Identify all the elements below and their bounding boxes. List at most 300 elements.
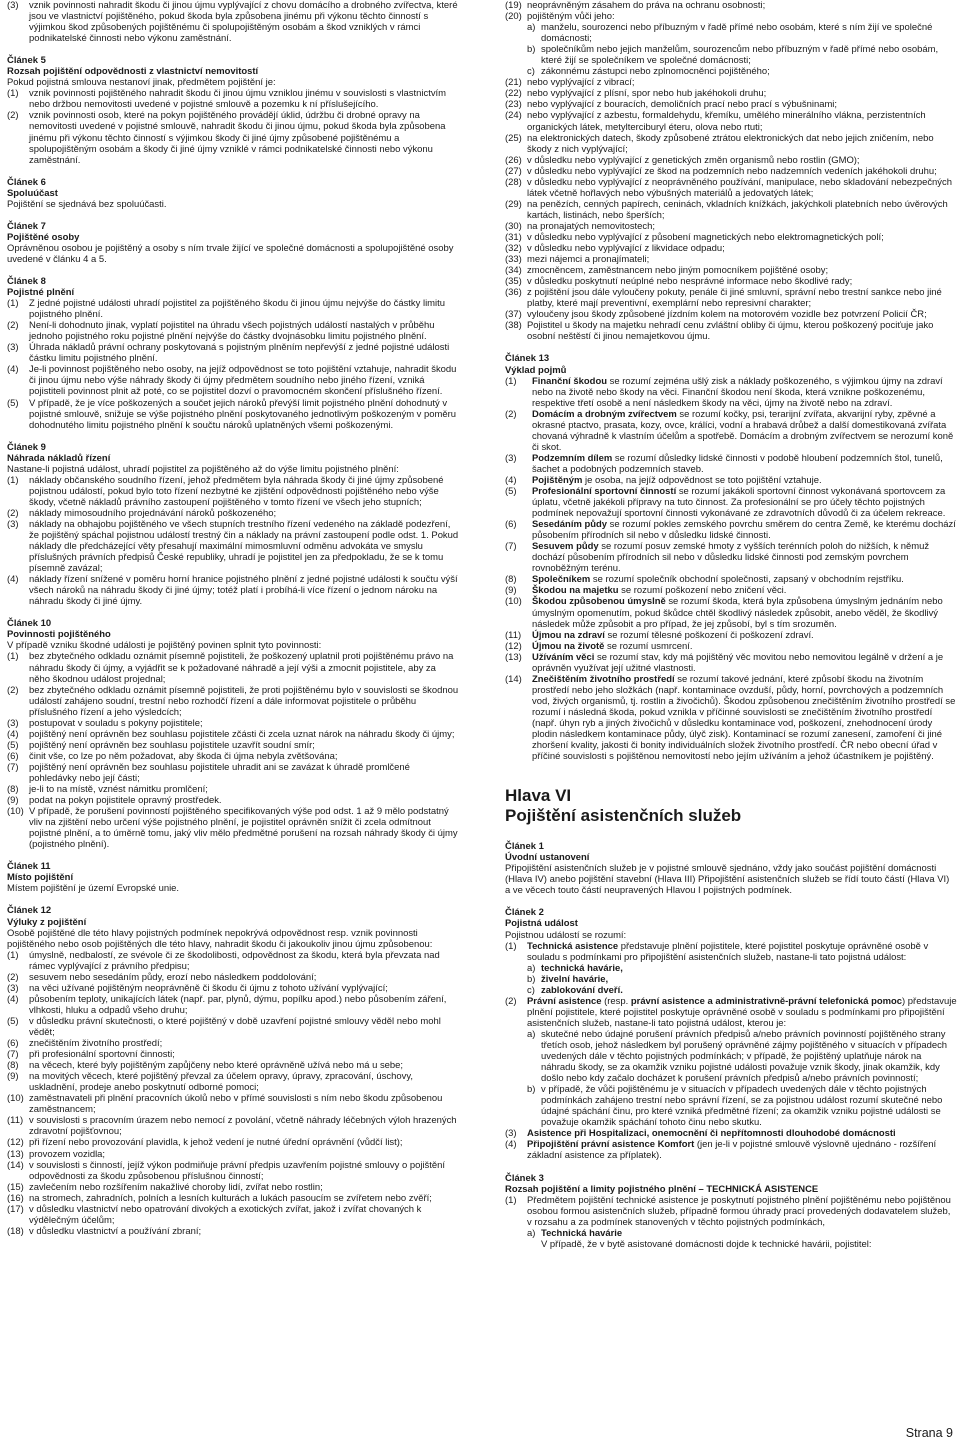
article-subtitle: Úvodní ustanovení xyxy=(505,852,590,864)
item-text xyxy=(532,475,957,486)
item-term: Škodou na majetku xyxy=(532,585,619,597)
item-number: (10) xyxy=(7,1093,24,1105)
item-term: Újmou na životě xyxy=(532,640,605,652)
item-number: (31) xyxy=(505,231,522,243)
item-text: pojištěným vůči jeho: xyxy=(527,11,615,23)
sub-text: manželu, sourozenci nebo příbuzným v řadě přímé nebo osobám, které s ním žijí ve společné domácnosti; xyxy=(541,22,933,45)
item-number: (14) xyxy=(505,673,522,685)
item-text xyxy=(532,585,957,596)
item-text: podat na pokyn pojistitele opravný prostředek. xyxy=(29,795,222,807)
list-item xyxy=(7,950,459,972)
list-item: (3) Asistence při Hospitalizaci, onemocnění či nepřítomnosti dlouhodobé domácnosti xyxy=(505,1128,896,1140)
item-text: v důsledku vlastnictví a používání zbraní; xyxy=(29,1225,202,1237)
item-number: (5) xyxy=(7,739,19,751)
list-item xyxy=(7,364,459,397)
item-number: (13) xyxy=(7,1148,24,1160)
item-number: (4) xyxy=(7,728,19,740)
sub-letter: a) xyxy=(527,1028,536,1040)
list-item xyxy=(7,1204,459,1226)
item-text: působením teploty, unikajících látek (např. par, plynů, dýmu, popílku apod.) nebo působením záření, vlhkosti, hluku a odpadů všeho druhu; xyxy=(29,993,447,1016)
item-number: (5) xyxy=(7,1015,19,1027)
item-number: (2) xyxy=(7,110,19,122)
item-text xyxy=(532,652,957,674)
item-term: Podzemním dílem xyxy=(532,452,613,464)
item-number: (19) xyxy=(505,0,522,11)
list-item xyxy=(7,1093,459,1115)
list-item xyxy=(505,630,957,641)
list-item xyxy=(7,795,459,806)
sub-item xyxy=(505,44,957,66)
list-item xyxy=(7,685,459,718)
sub-item xyxy=(505,1029,957,1084)
item-number: (7) xyxy=(7,1049,19,1061)
item-number: (26) xyxy=(505,154,522,166)
item-number: (7) xyxy=(505,541,517,553)
list-item xyxy=(7,1193,459,1204)
item-number: (8) xyxy=(7,784,19,796)
item-text: na věcech, které byly pojištěným zapůjčeny nebo které oprávněně užívá nebo má u sebe; xyxy=(29,1060,404,1072)
article-list xyxy=(7,88,459,165)
item-number: (2) xyxy=(505,408,517,420)
item-term: Újmou na zdraví xyxy=(532,629,605,641)
sub-text: společníkům nebo jejich manželům, sourozencům nebo příbuzným v řadě přímé nebo osobám, které žijí se společníkem ve společné domácnosti; xyxy=(541,44,939,67)
list-item xyxy=(505,276,957,287)
item-number: (8) xyxy=(505,574,517,586)
sub-letter: c) xyxy=(527,984,535,996)
item-number: (28) xyxy=(505,176,522,188)
item-text: v důsledku vlastnictví nebo opatrování divokých a exotických zvířat, jakož i zvířat chovaných k výdělečným účelům; xyxy=(29,1203,422,1226)
item-number: (33) xyxy=(505,254,522,266)
sub-item xyxy=(505,985,957,996)
item-number: (3) xyxy=(7,518,19,530)
item-text: pojištěný není oprávněn bez souhlasu pojistitele uzavřít soudní smír; xyxy=(29,739,315,751)
list-item xyxy=(505,99,957,110)
list-item xyxy=(7,1149,459,1160)
page-number: Strana 9 xyxy=(905,1426,953,1440)
sub-letter: a) xyxy=(527,22,536,34)
list-item xyxy=(7,806,459,850)
item-text xyxy=(532,409,957,453)
list-item xyxy=(505,199,957,221)
item-text: sesuvem nebo sesedáním půdy, erozí nebo následkem poddolování; xyxy=(29,971,317,983)
article-subtitle: Náhrada nákladů řízení xyxy=(7,452,111,464)
list-item xyxy=(7,972,459,983)
list-item xyxy=(7,298,459,320)
item-text: zavlečením nebo rozšířením nakažlivé choroby lidí, zvířat nebo rostlin; xyxy=(29,1181,323,1193)
list-item xyxy=(505,519,957,541)
list-item xyxy=(505,486,957,519)
item-number: (2) xyxy=(7,320,19,332)
article-subtitle: Pojistná událost xyxy=(505,918,578,930)
item-number: (6) xyxy=(7,750,19,762)
item-number: (34) xyxy=(505,265,522,277)
article-title: Článek 9 xyxy=(7,441,46,453)
item-description: se rozumí škoda, která byla způsobena úmyslným jednáním nebo úmyslným opomenutím, pokud škůdce chtěl škodlivý následek způsobit, anebo věděl, že škodlivý následek může způsobit a pro případ, že jej způsobí, byl s tím srozuměn. xyxy=(532,596,943,630)
article-title: Článek 12 xyxy=(7,905,52,917)
item-number: (2) xyxy=(7,507,19,519)
item-text: znečištěním životního prostředí; xyxy=(29,1038,163,1050)
item-number: (1) xyxy=(7,298,19,310)
list-item xyxy=(7,994,459,1016)
item-text: je-li to na místě, vznést námitku promlčení; xyxy=(29,784,208,796)
item-term: Sesuvem půdy xyxy=(532,541,599,553)
list-item xyxy=(505,596,957,629)
article-title: Článek 6 xyxy=(7,176,46,188)
item-text: bez zbytečného odkladu oznámit písemně pojistiteli, že poškozený uplatnil proti pojištěnému právo na náhradu škody či újmy, a vyjádřit se k požadované náhradě a její výši a zmocnit pojistitele, aby za něho škodnou událost projednal; xyxy=(29,651,454,685)
item-number: (29) xyxy=(505,198,522,210)
sub-item xyxy=(505,66,957,77)
item-text: činit vše, co lze po něm požadovat, aby škoda či újma nebyla zvětšována; xyxy=(29,750,338,762)
item-text: úmyslně, nedbalostí, ze svévole či ze škodolibosti, odpovědnost za škodu, která byla převzata nad rámec vyplývající z právního předpisu; xyxy=(29,949,440,972)
sub-letter: b) xyxy=(527,973,536,985)
item-number: (3) xyxy=(7,982,19,994)
item-term: Společníkem xyxy=(532,574,591,586)
item-text: na penězích, cenných papírech, ceninách, vkladních knížkách, jakýchkoli platebních nebo úvěrových kartách, listinách, nebo šperších; xyxy=(527,198,948,221)
list-item xyxy=(505,652,957,674)
list-item xyxy=(505,541,957,574)
list-item xyxy=(505,0,957,11)
item-number: (5) xyxy=(505,486,517,498)
item-term: Škodou způsobenou úmyslně xyxy=(532,596,666,608)
item-text: při profesionální sportovní činnosti; xyxy=(29,1049,175,1061)
item-text xyxy=(532,541,957,574)
article-title: Článek 11 xyxy=(7,861,51,873)
item-text: V případě, že je více poškozených a součet jejich nároků převýší limit pojistného plnění dohodnutý v pojistné smlouvě, snižuje se výše pojistného plnění poskytovaného jednotlivým poškozeným v poměru dohodnutého limitu pojistného plnění k součtu nároků uplatněných všemi poškozenými. xyxy=(29,397,457,431)
item-text: náklady občanského soudního řízení, jehož předmětem byla náhrada škody či jiné újmy způsobené pojistnou událostí, pokud bylo toto řízení nezbytné ke zjištění odpovědnosti pojištěného nebo výše škody, včetně nákladů právního zastoupení pojištěného v tomto řízení ve všech jeho stupních; xyxy=(29,474,444,508)
article-title: Článek 2 xyxy=(505,907,544,919)
item-text: v důsledku poskytnutí neúplné nebo nesprávné informace nebo škodlivé rady; xyxy=(527,276,853,288)
item-text xyxy=(532,574,957,585)
article-subtitle: Pojištěné osoby xyxy=(7,231,80,243)
item-number: (3) xyxy=(7,717,19,729)
section-heading: Hlava VI Pojištění asistenčních služeb xyxy=(505,786,742,826)
list-item xyxy=(505,265,957,276)
item-number: (27) xyxy=(505,165,522,177)
item-description: se rozumí důsledky lidské činnosti v podobě hloubení podzemních štol, tunelů, šachet a podobných podzemních staveb. xyxy=(532,452,943,475)
list-item: (2) Právní asistence (resp. právní asistence a administrativně-právní telefonická pomoc) představuje plnění pojistitele, které pojistitel poskytuje oprávněné osobě v souladu s podmínkami pro připojištění asistenčních služeb, nastane-li tato pojistná událost, kterou je: xyxy=(505,995,957,1029)
item-number: (1) xyxy=(7,88,19,100)
item-text: pojištěný není oprávněn bez souhlasu pojistitele zčásti či zcela uznat nárok na náhradu škody či újmy; xyxy=(29,728,455,740)
item-number: (1) xyxy=(7,949,19,961)
list-item xyxy=(7,762,459,784)
item-number: (11) xyxy=(7,1115,24,1127)
sub-item xyxy=(505,974,957,985)
item-text xyxy=(532,596,957,629)
list-item xyxy=(505,243,957,254)
item-number: (38) xyxy=(505,320,522,332)
item-description: se rozumí usmrcení. xyxy=(604,640,693,652)
item-term: Znečištěním životního prostředí xyxy=(532,673,675,685)
item-text: Úhrada nákladů právní ochrany poskytovaná s pojistným plněním nepřevýší z jedné pojistné události částku limitu pojistného plnění. xyxy=(29,342,450,365)
list-item xyxy=(7,718,459,729)
list-item xyxy=(7,398,459,431)
item-number: (6) xyxy=(505,519,517,531)
item-number: (1) xyxy=(505,375,517,387)
item-text: v důsledku nebo vyplývající z působení magnetických nebo elektromagnetických polí; xyxy=(527,231,884,243)
item-text xyxy=(532,376,957,409)
sub-text: skutečné nebo údajné porušení právních předpisů a/nebo právních povinností pojištěného strany třetích osob, jehož následkem byl porušený oprávněné zájmy pojištěného v situacích v případech uvedených dále v těchto pojistných podmínkách; v případě, že pojištěný uplatňuje nárok na náhradu škody, se za okamžik vzniku pojistné události považuje vznik škody, jinak okamžik, kdy došlo nebo kdy začalo docházet k porušení právních předpisů a/nebo právních povinností; xyxy=(541,1028,948,1085)
item-description: se rozumí stav, kdy má pojištěný věc movitou nebo nemovitou legálně v držení a je oprávněn využívat její užitné vlastnosti. xyxy=(532,651,944,674)
item-number: (1) xyxy=(7,651,19,663)
article-subtitle: Pojistné plnění xyxy=(7,287,75,299)
list-item xyxy=(7,1182,459,1193)
list-item xyxy=(7,342,459,364)
item-text: v důsledku právní skutečnosti, o které pojištěný v době uzavření pojistné smlouvy věděl nebo mohl vědět; xyxy=(29,1015,441,1038)
list-item xyxy=(7,1049,459,1060)
article-subtitle: Rozsah pojištění a limity pojistného plnění – TECHNICKÁ ASISTENCE xyxy=(505,1183,819,1195)
definitions-list xyxy=(505,376,957,763)
item-number: (2) xyxy=(7,971,19,983)
item-number: (35) xyxy=(505,276,522,288)
list-item xyxy=(505,674,957,762)
list-item xyxy=(505,320,957,342)
item-text: v důsledku nebo vyplývající z neoprávněného používání, manipulace, nebo skladování nebezpečných látek včetně hořlavých nebo výbušných materiálů a jedovatých látek; xyxy=(527,176,952,199)
article-title: Článek 10 xyxy=(7,618,52,630)
item-number: (13) xyxy=(505,651,522,663)
list-item xyxy=(505,166,957,177)
item-text: vznik povinnosti osob, které na pokyn pojištěného provádějí úklid, údržbu či drobné opravy na nemovitosti uvedené v pojistné smlouvě, nahradit škodu či jinou újmu, pokud škoda byla způsobena jinému při výkonu těchto činností s výjimkou škody či jiné újmy způsobené pojištěnému a spolupojištěným osobám a škody či jiné újmy vzniklé v rámci podnikatelské činnosti nebo výkonu zaměstnání. xyxy=(29,110,446,166)
sub-text: zablokování dveří. xyxy=(541,984,623,996)
item-term: Sesedáním půdy xyxy=(532,519,607,531)
list-item xyxy=(505,155,957,166)
article-title: Článek 3 xyxy=(505,1172,544,1184)
item-term: Profesionální sportovní činností xyxy=(532,486,677,498)
item-number: (23) xyxy=(505,99,522,111)
item-number: (12) xyxy=(7,1137,24,1149)
item-text: Není-li dohodnuto jinak, vyplatí pojistitel na úhradu všech pojistných událostí nastalých v průběhu jednoho pojistného roku pojistné plnění nejvýše do částky dvojnásobku limitu pojistného plnění. xyxy=(29,320,435,343)
item-number: (2) xyxy=(7,684,19,696)
list-item xyxy=(505,475,957,486)
list-item xyxy=(7,740,459,751)
item-term: Pojištěným xyxy=(532,474,583,486)
list-item xyxy=(505,221,957,232)
item-number: (3) xyxy=(505,452,517,464)
item-number: (6) xyxy=(7,1038,19,1050)
item-text xyxy=(532,453,957,475)
article-title: Článek 13 xyxy=(505,353,550,365)
list-item xyxy=(7,983,459,994)
item-number: (4) xyxy=(7,574,19,586)
item-text: z pojištění jsou dále vyloučeny pokuty, penále či jiné smluvní, správní nebo trestní sankce nebo jiné platby, které mají preventivní, exemplární nebo represivní charakter; xyxy=(527,287,942,310)
item-number: (4) xyxy=(505,474,517,486)
list-item xyxy=(505,585,957,596)
item-text: neoprávněným zásahem do práva na ochranu osobnosti; xyxy=(527,0,766,11)
list-item: (1) Technická asistence představuje plnění pojistitele, které pojistitel poskytuje oprávněné osobě v souladu s podmínkami pro připojištění asistenčních služeb, nastane-li tato pojistná událost: xyxy=(505,940,929,963)
list-item xyxy=(7,110,459,165)
item-text: pojištěný není oprávněn bez souhlasu pojistitele uhradit ani se zavázat k úhradě promlčené pohledávky nebo její části; xyxy=(29,761,410,784)
item-description: se rozumí společník obchodní společnosti, zapsaný v obchodním rejstříku. xyxy=(590,574,904,586)
item-text: náklady na obhajobu pojištěného ve všech stupních trestního řízení vedeného na základě podezření, že pojištěný spáchal pojistnou událostí trestný čin a náklady na právní zastoupení podle odst. 1. Pokud náklady dle předcházející věty přesahují maximální mimosmluvní odměnu advokáta ve smyslu příslušných právních předpisů České republiky, uhradí je pojistitel jen za předpokladu, že se k tomu písemně zavázal; xyxy=(29,518,459,575)
item-number: (30) xyxy=(505,220,522,232)
sub-list xyxy=(505,963,957,996)
item-number: (3) xyxy=(7,342,19,354)
list-item xyxy=(505,376,957,409)
item-number: (9) xyxy=(505,585,517,597)
item-number: (20) xyxy=(505,11,522,23)
article-title: Článek 8 xyxy=(7,275,46,287)
item-number: (7) xyxy=(7,761,19,773)
item-text: v důsledku nebo vyplývající ze škod na podzemních nebo nadzemních vedeních jakéhokoli druhu; xyxy=(527,165,937,177)
item-number: (8) xyxy=(7,1060,19,1072)
item-text: nebo vyplývající z bouracích, demoličních prací nebo prací s výbušninami; xyxy=(527,99,838,111)
item-number: (9) xyxy=(7,795,19,807)
item-text: provozem vozidla; xyxy=(29,1148,106,1160)
list-item xyxy=(505,133,957,155)
item-text: v souvislosti s pracovním úrazem nebo nemocí z povolání, včetně náhrady léčebných výloh hrazených zdravotní pojišťovnou; xyxy=(29,1115,457,1138)
item-text: v souvislosti s činností, jejíž výkon podmiňuje právní předpis uzavřením pojistné smlouvy o pojištění odpovědnosti za škodu způsobenou příslušnou činností; xyxy=(29,1159,445,1182)
item-description: se rozumí takové jednání, které způsobí škodu na životním prostředí nebo jeho složkách (např. kontaminace ovzduší, půdy, horní, povrchových a podzemních vod, živých organismů, tj. rostlin a živočichů). Škodou způsobenou znečištěním životního prostředí se rozumí i následná škoda, pokud vznikla v příčinné souvislosti se znečištěním životního prostředí (např. úhyn ryb a jiných živočichů v důsledku kontaminace vod, poškození, znehodnocení úrody plodin následkem kontaminace půdy, úlyč zisk). Kontaminací se rozumí zanesení, zamoření či jiné zhoršení kvality, jakosti či bonity individuálních složek životního prostředí. ČR nebo obecní úřad v příčiné souvislosti s pojištěnou nemovitostí nebo jejím užíváním a jehož účastníkem je pojištěný. xyxy=(532,673,956,763)
item-description: je osoba, na jejíž odpovědnost se toto pojištění vztahuje. xyxy=(582,474,822,486)
item-number: (18) xyxy=(7,1225,24,1237)
item-term: Domácím a drobným zvířectvem xyxy=(532,408,677,420)
item-text: na elektronických datech, škody způsobené ztrátou elektronických dat nebo jejich zničením, nebo škody z nich vyplývající; xyxy=(527,132,934,155)
item-text: při řízení nebo provozování plavidla, k jehož vedení je nutné úřední oprávnění (vůdčí list); xyxy=(29,1137,403,1149)
item-description: se rozumí tělesné poškození či poškození zdraví. xyxy=(604,629,814,641)
item-text: bez zbytečného odkladu oznámit písemně pojistiteli, že proti pojištěnému bylo v souvislosti se škodnou událostí zahájeno soudní, trestní nebo rozhodčí řízení a dále informovat pojistitele o průběhu příslušného řízení a jeho výsledcích; xyxy=(29,684,459,718)
list-item xyxy=(505,110,957,132)
article-list xyxy=(7,298,459,431)
item-number: (10) xyxy=(7,806,24,818)
item-number: (24) xyxy=(505,110,522,122)
list-item xyxy=(7,1160,459,1182)
item-number: (21) xyxy=(505,77,522,89)
list-item xyxy=(7,1115,459,1137)
list-item xyxy=(505,11,957,22)
item-description: se rozumí jakákoli sportovní činnost vykonávaná sportovcem za úplatu, včetně jakékoli přípravy na tuto činnost. Za profesionální se pro účely těchto pojistných podmínek nepovažují sportovní činnosti vykonávané ze zdravotních důvodů či za účelem rekreace. xyxy=(532,486,946,520)
item-text: Je-li povinnost pojištěného nebo osoby, na jejíž odpovědnost se toto pojištění vztahuje, nahradit škodu či jinou újmu nebo výše náhrady škody či újmy předmětem soudního nebo jiného řízení, vzniká pojistiteli povinnost plnit až poté, co se pojistitel dozví o pravomocném skončení příslušného řízení. xyxy=(29,364,457,398)
article-subtitle: Rozsah pojištění odpovědnosti z vlastnictví nemovitostí xyxy=(7,66,259,78)
right-column: (19) neoprávněným zásahem do práva na ochranu osobnosti; (20) pojištěným vůči jeho: a) manželu, sourozenci nebo příbuzným v řadě přímé nebo osobám, které s ním žijí ve společné domácnosti; b) společníkům nebo jejich manželům, sourozencům nebo příbuzným v řadě přímé nebo osobám, které žijí se společníkem ve společné domácnosti; c) zákonnému zástupci nebo zplnomocněnci pojištěného; (21) nebo vyplývající z vibrací; (22) nebo vyplývající z plísní, spor nebo hub jakéhokoli druhu; (23) nebo vyplývající z bouracích, demoličních prací nebo prací s výbušninami; (24) nebo vyplývající z azbestu, formaldehydu, křemíku, umělého minerálního vlákna, perzistentních organických látek, metylterciburyl éteru, olova nebo rtuti; (25) na elektronických datech, škody způsobené ztrátou elektronických dat nebo jejich zničením, nebo škody z nich vyplývající; (26) v důsledku nebo vyplývající z genetických změn organismů nebo rostlin (GMO); (27) v důsledku nebo vyplývající ze škod na podzemních nebo nadzemních vedeních jakéhokoli druhu; (28) v důsledku nebo vyplývající z neoprávněného používání, manipulace, nebo skladování nebezpečných látek včetně hořlavých nebo výbušných materiálů a jedovatých látek; (29) na penězích, cenných papírech, ceninách, vkladních knížkách, jakýchkoli platebních nebo úvěrových kartách, listinách, nebo šperších; (30) na pronajatých nemovitostech; (31) v důsledku nebo vyplývající z působení magnetických nebo elektromagnetických polí; (32) v důsledku nebo vyplývající z likvidace odpadu; (33) mezi nájemci a pronajímateli; (34) zmocněncem, zaměstnancem nebo jiným pomocníkem pojištěné osoby; (35) v důsledku poskytnutí neúplné nebo nesprávné informace nebo škodlivé rady; (36) z pojištění jsou dále vyloučeny pokuty, penále či jiné smluvní, správní nebo trestní sankce nebo jiné platby, které mají preventivní, exemplární nebo represivní charakter; (37) vyloučeny jsou škody způsobené jízdním kolem na motorovém vozidle bez potvrzení Policií ČR; (38) Pojistitel u škody na majetku nehradí cenu zvláštní obliby či újmu, kterou poškozený pociťuje jako osobní neštěstí či jinou nemajetkovou újmu. Článek 13 Výklad pojmů (1) Finanční škodou se rozumí zejména ušlý zisk a náklady poškozeného, s výjimkou újmy na zdraví nebo na životě nebo škody na věci. Finanční škodou není škoda, která vznikne poškozenému, respektive třetí osobě a není následkem škody na věci, újmy na životě nebo na zdraví. (2) Domácím a drobným zvířectvem se rozumí kočky, psi, terarijní zvířata, akvarijní ryby, zpěvné a okrasné ptactvo, prasata, kozy, ovce, králíci, vodní a hrabavá drůbež a další domestikovaná zvířata chovaná výhradně k vlastním účelům a spotřebě. Domácím a drobným zvířectvem se nerozumí koně či skot. (3) Podzemním dílem se rozumí důsledky lidské činnosti v podobě hloubení podzemních štol, tunelů, šachet a podobných podzemních staveb. (4) Pojištěným je osoba, na jejíž odpovědnost se toto pojištění vztahuje. (5) Profesionální sportovní činností se rozumí jakákoli sportovní činnost vykonávaná sportovcem za úplatu, včetně jakékoli přípravy na tuto činnost. Za profesionální se pro účely těchto pojistných podmínek nepovažují sportovní činnosti vykonávané ze zdravotních důvodů či za účelem rekreace. (6) Sesedáním půdy se rozumí pokles zemského povrchu směrem do centra Země, ke kterému dochází působením přírodních sil nebo v důsledku lidské činnosti. (7) Sesuvem půdy se rozumí posuv zemské hmoty z vyšších terénních poloh do nižších, k němuž dochází působením přírodních sil nebo v důsledku lidské činnosti pod zemským povrchem rovnoběžným terénu. (8) Společníkem se rozumí společník obchodní společnosti, zapsaný v obchodním rejstříku. (9) Škodou na majetku se rozumí poškození nebo zničení věci. (10) Škodou způsobenou úmyslně se rozumí škoda, která byla způsobena úmyslným jednáním nebo úmyslným opomenutím, pokud škůdce chtěl škodlivý následek způsobit, anebo věděl, že škodlivý následek může způsobit a pro případ, že jej způsobí, byl s tím srozuměn. (11) Újmou na zdraví se rozumí tělesné poškození či poškození zdraví. (12) Újmou na životě se rozumí usmrcení. (13) Užíváním věci se rozumí stav, kdy má pojištěný věc movitou nebo nemovitou legálně v držení a je oprávněn využívat její užitné vlastnosti. (14) Znečištěním životního prostředí se rozumí takové jednání, které způsobí škodu na životním prostředí nebo jeho složkách (např. kontaminace ovzduší, půdy, horní, povrchových a podzemních vod, živých organismů, tj. rostlin a živočichů). Škodou způsobenou znečištěním životního prostředí se rozumí i následná škoda, pokud vznikla v příčinné souvislosti se znečištěním životního prostředí (např. úhyn ryb a jiných živočichů v důsledku kontaminace vod, poškození, znehodnocení úrody plodin následkem kontaminace půdy, úlyč zisk). Kontaminací se rozumí zanesení, zamoření či jiné zhoršení kvality, jakosti či bonity individuálních složek životního prostředí. ČR nebo obecní úřad v příčiné souvislosti s pojištěnou nemovitostí nebo jejím užíváním a jehož účastníkem je pojištěný. Hlava VI Pojištění asistenčních služeb Článek 1 Úvodní ustanovení Připojištění asistenčních služeb je v pojistné smlouvě sjednáno, vždy jako součást pojištění domácnosti (Hlava IV) anebo pojištění stavební (Hlava III) Připojištění asistenčních služeb se řídí touto částí (Hlava VI) a ve věcech touto částí neupravených Hlavou I pojistných podmínek. Článek 2 Pojistná událost Pojistnou událostí se rozumí: (1) Technická asistence představuje plnění pojistitele, které pojistitel poskytuje oprávněné osobě v souladu s podmínkami pro připojištění asistenčních služeb, nastane-li tato pojistná událost: a) technická havárie, b) živelní havárie, c) zablokování dveří. (2) Právní asistence (resp. právní asistence a administrativně-právní telefonická pomoc) představuje plnění pojistitele, které pojistitel poskytuje oprávněné osobě v souladu s podmínkami pro připojištění asistenčních služeb, nastane-li tato pojistná událost, kterou je: a) skutečné nebo údajné porušení právních předpisů a/nebo právních povinností pojištěného strany třetích osob, jehož následkem byl porušený oprávněné zájmy pojištěného v situacích v případech uvedených dále v těchto pojistných podmínkách; v případě, že pojištěný uplatňuje nárok na náhradu škody, se za okamžik vzniku pojistné události považuje vznik škody, jinak okamžik, kdy došlo nebo kdy začalo docházet k porušení právních předpisů a/nebo právních povinností; b) v případě, že vůči pojištěnému je v situacích v případech uvedených dále v těchto pojistných podmínkách zahájeno trestní nebo správní řízení, se za pojistnou událost rozumí skutečné nebo údajné spáchání činu, pro které vzniká předmětné řízení; za okamžik vzniku pojistné události se považuje okamžik spáchání tohoto činu nebo skutku. (3) Asistence při Hospitalizaci, onemocnění či nepřítomnosti dlouhodobé domácnosti (4) Připojištění právní asistence Komfort (jen je-li v pojistné smlouvě výslovně ujednáno - rozšíření základní asistence za příplatek). Článek 3 Rozsah pojištění a limity pojistného plnění – TECHNICKÁ ASISTENCE (1) Předmětem pojištění technické asistence je poskytnutí pojistného plnění pojištěnému nebo pojištěnou osobou formou asistenčních služeb, případně formou úhrady prací provedených dodavatelem služeb, v rozsahu a za podmínek stanovených v těchto pojistných podmínkách, a) Technická havárie V případě, že v bytě asistované domácnosti dojde k technické havárii, pojistitel: xyxy=(505,0,957,1250)
sub-letter: b) xyxy=(527,44,536,56)
item-text xyxy=(532,674,957,762)
list-item xyxy=(7,475,459,508)
list-item xyxy=(505,309,957,320)
list-item xyxy=(7,1060,459,1071)
article-list xyxy=(505,0,957,342)
list-item xyxy=(7,1038,459,1049)
item-text xyxy=(532,641,957,652)
article-subtitle: Výklad pojmů xyxy=(505,364,567,376)
article-subtitle: Místo pojištění xyxy=(7,872,74,884)
item-number: (4) xyxy=(7,364,19,376)
article-subtitle: Výluky z pojištění xyxy=(7,916,87,928)
list-item xyxy=(7,88,459,110)
list-item xyxy=(505,77,957,88)
list-item xyxy=(7,751,459,762)
list-item xyxy=(7,1071,459,1093)
list-item xyxy=(505,177,957,199)
item-number: (22) xyxy=(505,88,522,100)
list-item xyxy=(7,784,459,795)
left-column: (3) vznik povinnosti nahradit škodu či jinou újmu vyplývající z chovu domácího a drobného zvířectva, které jsou ve vlastnictví pojištěného, pokud škoda byla způsobena jinému při výkonu těchto činností s výjimkou škod způsobených pojištěnému či spolupojištěným osobám a škod vzniklých v rámci podnikatelské činnosti nebo výkonu zaměstnání. Článek 5 Rozsah pojištění odpovědnosti z vlastnictví nemovitostí Pokud pojistná smlouva nestanoví jinak, předmětem pojištění je: (1) vznik povinnosti pojištěného nahradit škodu či jinou újmu vzniklou jinému v souvislosti s vlastnictvím nebo držbou nemovitosti uvedené v pojistné smlouvě a pozemku k ní příslušejícího. (2) vznik povinnosti osob, které na pokyn pojištěného provádějí úklid, údržbu či drobné opravy na nemovitosti uvedené v pojistné smlouvě, nahradit škodu či jinou újmu, pokud škoda byla způsobena jinému při výkonu těchto činností s výjimkou škody či jiné újmy způsobené pojištěnému a spolupojištěným osobám a škody či jiné újmy vzniklé v rámci podnikatelské činnosti nebo výkonu zaměstnání. Článek 6 Spoluúčast Pojištění se sjednává bez spoluúčasti. Článek 7 Pojištěné osoby Oprávněnou osobou je pojištěný a osoby s ním trvale žijící ve společné domácnosti a spolupojištěné osoby uvedené v článku 4 a 5. Článek 8 Pojistné plnění (1) Z jedné pojistné události uhradí pojistitel za pojištěného škodu či jinou újmu nejvýše do částky limitu pojistného plnění. (2) Není-li dohodnuto jinak, vyplatí pojistitel na úhradu všech pojistných událostí nastalých v průběhu jednoho pojistného roku pojistné plnění nejvýše do částky dvojnásobku limitu pojistného plnění. (3) Úhrada nákladů právní ochrany poskytovaná s pojistným plněním nepřevýší z jedné pojistné události částku limitu pojistného plnění. (4) Je-li povinnost pojištěného nebo osoby, na jejíž odpovědnost se toto pojištění vztahuje, nahradit škodu či jinou újmu nebo výše náhrady škody či újmy předmětem soudního nebo jiného řízení, vzniká pojistiteli povinnost plnit až poté, co se pojistitel dozví o pravomocném skončení příslušného řízení. (5) V případě, že je více poškozených a součet jejich nároků převýší limit pojistného plnění dohodnutý v pojistné smlouvě, snižuje se výše pojistného plnění poskytovaného jednotlivým poškozeným v poměru dohodnutého limitu pojistného plnění k součtu nároků uplatněných všemi poškozenými. Článek 9 Náhrada nákladů řízení Nastane-li pojistná událost, uhradí pojistitel za pojištěného až do výše limitu pojistného plnění: (1) náklady občanského soudního řízení, jehož předmětem byla náhrada škody či jiné újmy způsobené pojistnou událostí, pokud bylo toto řízení nezbytné ke zjištění odpovědnosti pojištěného nebo výše škody, včetně nákladů právního zastoupení pojištěného v tomto řízení ve všech jeho stupních; (2) náklady mimosoudního projednávání nároků poškozeného; (3) náklady na obhajobu pojištěného ve všech stupních trestního řízení vedeného na základě podezření, že pojištěný spáchal pojistnou událostí trestný čin a náklady na právní zastoupení podle odst. 1. Pokud náklady dle předcházející věty přesahují maximální mimosmluvní odměnu advokáta ve smyslu příslušných právních předpisů České republiky, uhradí je pojistitel jen za předpokladu, že se k tomu písemně zavázal; (4) náklady řízení snížené v poměru horní hranice pojistného plnění z jedné pojistné události k součtu výší všech nároků na náhradu škody či jiné újmy; totéž platí i probíhá-li více řízení o jednom nároku na náhradu škody či jiné újmy. Článek 10 Povinnosti pojištěného V případě vzniku škodné události je pojištěný povinen splnit tyto povinnosti: (1) bez zbytečného odkladu oznámit písemně pojistiteli, že poškozený uplatnil proti pojištěnému právo na náhradu škody či újmy, a vyjádřit se k požadované náhradě a její výši a zmocnit pojistitele, aby za něho škodnou událost projednal; (2) bez zbytečného odkladu oznámit písemně pojistiteli, že proti pojištěnému bylo v souvislosti se škodnou událostí zahájeno soudní, trestní nebo rozhodčí řízení a dále informovat pojistitele o průběhu příslušného řízení a jeho výsledcích; (3) postupovat v souladu s pokyny pojistitele; (4) pojištěný není oprávněn bez souhlasu pojistitele zčásti či zcela uznat nárok na náhradu škody či újmy; (5) pojištěný není oprávněn bez souhlasu pojistitele uzavřít soudní smír; (6) činit vše, co lze po něm požadovat, aby škoda či újma nebyla zvětšována; (7) pojištěný není oprávněn bez souhlasu pojistitele uhradit ani se zavázat k úhradě promlčené pohledávky nebo její části; (8) je-li to na místě, vznést námitku promlčení; (9) podat na pokyn pojistitele opravný prostředek. (10) V případě, že porušení povinností pojištěného specifikovaných výše pod odst. 1 až 9 mělo podstatný vliv na zjištění nebo určení výše pojistného plnění, je pojistitel oprávněn snížit či zcela odmítnout pojistné plnění, a to úměrně tomu, jaký vliv mělo předmětné porušení na rozsah náhrady škody či újmy (pojistného plnění). Článek 11 Místo pojištění Místem pojištění je území Evropské unie. Článek 12 Výluky z pojištění Osobě pojištěné dle této hlavy pojistných podmínek nepokrývá odpovědnost resp. vznik povinnosti pojištěného nebo osob pojištěných dle této hlavy, nahradit škodu či jakoukoliv jinou újmu způsobenou: (1) úmyslně, nedbalostí, ze svévole či ze škodolibosti, odpovědnost za škodu, která byla převzata nad rámec vyplývající z právního předpisu; (2) sesuvem nebo sesedáním půdy, erozí nebo následkem poddolování; (3) na věci užívané pojištěným neoprávněně či škodu či újmu z tohoto užívání vyplývající; (4) působením teploty, unikajících látek (např. par, plynů, dýmu, popílku apod.) nebo působením záření, vlhkosti, hluku a odpadů všeho druhu; (5) v důsledku právní skutečnosti, o které pojištěný v době uzavření pojistné smlouvy věděl nebo mohl vědět; (6) znečištěním životního prostředí; (7) při profesionální sportovní činnosti; (8) na věcech, které byly pojištěným zapůjčeny nebo které oprávněně užívá nebo má u sebe; (9) na movitých věcech, které pojištěný převzal za účelem opravy, úpravy, zpracování, úschovy, uskladnění, prodeje anebo poskytnutí odborné pomoci; (10) zaměstnavateli při plnění pracovních úkolů nebo v přímé souvislosti s ním nebo škodu způsobenou zaměstnancem; (11) v souvislosti s pracovním úrazem nebo nemocí z povolání, včetně náhrady léčebných výloh hrazených zdravotní pojišťovnou; (12) při řízení nebo provozování plavidla, k jehož vedení je nutné úřední oprávnění (vůdčí list); (13) provozem vozidla; (14) v souvislosti s činností, jejíž výkon podmiňuje právní předpis uzavřením pojistné smlouvy o pojištění odpovědnosti za škodu způsobenou příslušnou činností; (15) zavlečením nebo rozšířením nakažlivé choroby lidí, zvířat nebo rostlin; (16) na stromech, zahradních, polních a lesních kulturách a lukách pasoucím se zvířetem nebo zvěří; (17) v důsledku vlastnictví nebo opatrování divokých a exotických zvířat, jakož i zvířat chovaných k výdělečným účelům; (18) v důsledku vlastnictví a používání zbraní; xyxy=(7,0,459,1237)
article-list xyxy=(7,475,459,608)
article-list xyxy=(7,950,459,1237)
item-number: (36) xyxy=(505,287,522,299)
item-number: (15) xyxy=(7,1181,24,1193)
item-description: se rozumí pokles zemského povrchu směrem do centra Země, ke kterému dochází působením přírodních sil nebo v důsledku lidské činnosti. xyxy=(532,519,956,542)
item-text: mezi nájemci a pronajímateli; xyxy=(527,254,650,266)
item-text: v důsledku nebo vyplývající z likvidace odpadu; xyxy=(527,243,725,255)
item-text xyxy=(532,630,957,641)
item-text: náklady mimosoudního projednávání nároků poškozeného; xyxy=(29,507,277,519)
sub-text: živelní havárie, xyxy=(541,973,609,985)
list-item xyxy=(7,1016,459,1038)
list-item xyxy=(505,232,957,243)
sub-item xyxy=(505,963,957,974)
list-item xyxy=(7,1226,459,1237)
list-item xyxy=(7,729,459,740)
item-number: (16) xyxy=(7,1192,24,1204)
item-text: Z jedné pojistné události uhradí pojistitel za pojištěného škodu či jinou újmu nejvýše do částky limitu pojistného plnění. xyxy=(29,298,446,321)
item-text: nebo vyplývající z azbestu, formaldehydu, křemíku, umělého minerálního vlákna, perzistentních organických látek, metylterciburyl éteru, olova nebo rtuti; xyxy=(527,110,926,133)
list-item xyxy=(505,254,957,265)
list-item xyxy=(7,320,459,342)
item-number: (9) xyxy=(7,1071,19,1083)
article-title: Článek 1 xyxy=(505,841,544,853)
item-text: vznik povinnosti pojištěného nahradit škodu či jinou újmu vzniklou jinému v souvislosti s vlastnictvím nebo držbou nemovitosti uvedené v pojistné smlouvě a pozemku k ní příslušejícího. xyxy=(29,88,447,111)
sub-list xyxy=(505,1029,957,1128)
item-number: (11) xyxy=(505,629,522,641)
article-subtitle: Povinnosti pojištěného xyxy=(7,629,111,641)
item-number: (5) xyxy=(7,397,19,409)
item-description: se rozumí posuv zemské hmoty z vyšších terénních poloh do nižších, k němuž dochází působením přírodních sil nebo v důsledku lidské činnosti pod zemským povrchem rovnoběžným terénu. xyxy=(532,541,930,575)
item-text: na věci užívané pojištěným neoprávněně či škodu či újmu z tohoto užívání vyplývající; xyxy=(29,982,388,994)
sub-text: technická havárie, xyxy=(541,962,623,974)
item-text: v důsledku nebo vyplývající z genetických změn organismů nebo rostlin (GMO); xyxy=(527,154,860,166)
item-text: nebo vyplývající z plísní, spor nebo hub jakéhokoli druhu; xyxy=(527,88,767,100)
item-text xyxy=(532,519,957,541)
sub-item xyxy=(505,1084,957,1128)
sub-item xyxy=(505,22,957,44)
list-item: (4) Připojištění právní asistence Komfort (jen je-li v pojistné smlouvě výslovně ujednáno - rozšíření základní asistence za příplatek). xyxy=(505,1139,937,1162)
list-item xyxy=(505,453,957,475)
sub-letter: a) xyxy=(527,962,536,974)
list-item xyxy=(7,519,459,574)
sub-text: zákonnému zástupci nebo zplnomocněnci pojištěného; xyxy=(541,66,770,78)
list-item: (1) Předmětem pojištění technické asistence je poskytnutí pojistného plnění pojištěnému nebo pojištěnou osobou formou asistenčních služeb, případně formou úhrady prací provedených dodavatelem služeb, v rozsahu a za podmínek stanovených v těchto pojistných podmínkách, xyxy=(505,1194,951,1228)
item-description: se rozumí zejména ušlý zisk a náklady poškozeného, s výjimkou újmy na zdraví nebo na životě nebo škody na věci. Finanční škodou není škoda, která vznikne poškozenému, respektive třetí osobě a není následkem škody na věci, újmy na životě nebo na zdraví. xyxy=(532,375,943,409)
article-list xyxy=(7,651,459,850)
item-number: (1) xyxy=(7,474,19,486)
list-item xyxy=(7,651,459,684)
sub-item: a) Technická havárie xyxy=(527,1227,623,1239)
item-number: (4) xyxy=(7,993,19,1005)
item-description: se rozumí poškození nebo zničení věci. xyxy=(618,585,787,597)
item-text: náklady řízení snížené v poměru horní hranice pojistného plnění z jedné pojistné události k součtu výší všech nároků na náhradu škody či jiné újmy; totéž platí i probíhá-li více řízení o jednom nároku na náhradu škody či jiné újmy. xyxy=(29,574,458,608)
item-number: (25) xyxy=(505,132,522,144)
item-text: na movitých věcech, které pojištěný převzal za účelem opravy, úpravy, zpracování, úschovy, uskladnění, prodeje anebo poskytnutí odborné pomoci; xyxy=(29,1071,413,1094)
item-term: Užíváním věci xyxy=(532,651,595,663)
list-item xyxy=(505,287,957,309)
article-title: Článek 5 xyxy=(7,55,46,67)
item-number: (14) xyxy=(7,1159,24,1171)
sub-letter: c) xyxy=(527,66,535,78)
item-text: V případě, že porušení povinností pojištěného specifikovaných výše pod odst. 1 až 9 mělo podstatný vliv na zjištění nebo určení výše pojistného plnění, je pojistitel oprávněn snížit či zcela odmítnout pojistné plnění, a to úměrně tomu, jaký vliv mělo předmětné porušení na rozsah náhrady škody či újmy (pojistného plnění). xyxy=(29,806,458,851)
item-number: (32) xyxy=(505,243,522,255)
sub-letter: b) xyxy=(527,1084,536,1096)
item-text: na stromech, zahradních, polních a lesních kulturách a lukách pasoucím se zvířetem nebo zvěří; xyxy=(29,1192,432,1204)
item-text: vyloučeny jsou škody způsobené jízdním kolem na motorovém vozidle bez potvrzení Policií ČR; xyxy=(527,309,927,321)
sub-text: v případě, že vůči pojištěnému je v situacích v případech uvedených dále v těchto pojistných podmínkách zahájeno trestní nebo správní řízení, se za pojistnou událost rozumí skutečné nebo údajné spáchání činu, pro které vzniká předmětné řízení; za okamžik vzniku pojistné události se považuje okamžik spáchání tohoto činu nebo skutku. xyxy=(541,1084,943,1129)
item-number: (10) xyxy=(505,596,522,608)
item-description: se rozumí kočky, psi, terarijní zvířata, akvarijní ryby, zpěvné a okrasné ptactvo, prasata, kozy, ovce, králíci, vodní a hrabavá drůbež a další domestikovaná zvířata chovaná výhradně k vlastním účelům a spotřebě. Domácím a drobným zvířectvem se nerozumí koně či skot. xyxy=(532,408,954,453)
list-item xyxy=(505,574,957,585)
list-item xyxy=(7,574,459,607)
list-item xyxy=(505,641,957,652)
list-item: (3) vznik povinnosti nahradit škodu či jinou újmu vyplývající z chovu domácího a drobného zvířectva, které jsou ve vlastnictví pojištěného, pokud škoda byla způsobena jinému při výkonu těchto činností s výjimkou škod způsobených pojištěnému či spolupojištěným osobám a škod vzniklých v rámci podnikatelské činnosti nebo výkonu zaměstnání. xyxy=(7,0,458,45)
item-number: (17) xyxy=(7,1203,24,1215)
item-text xyxy=(532,486,957,519)
